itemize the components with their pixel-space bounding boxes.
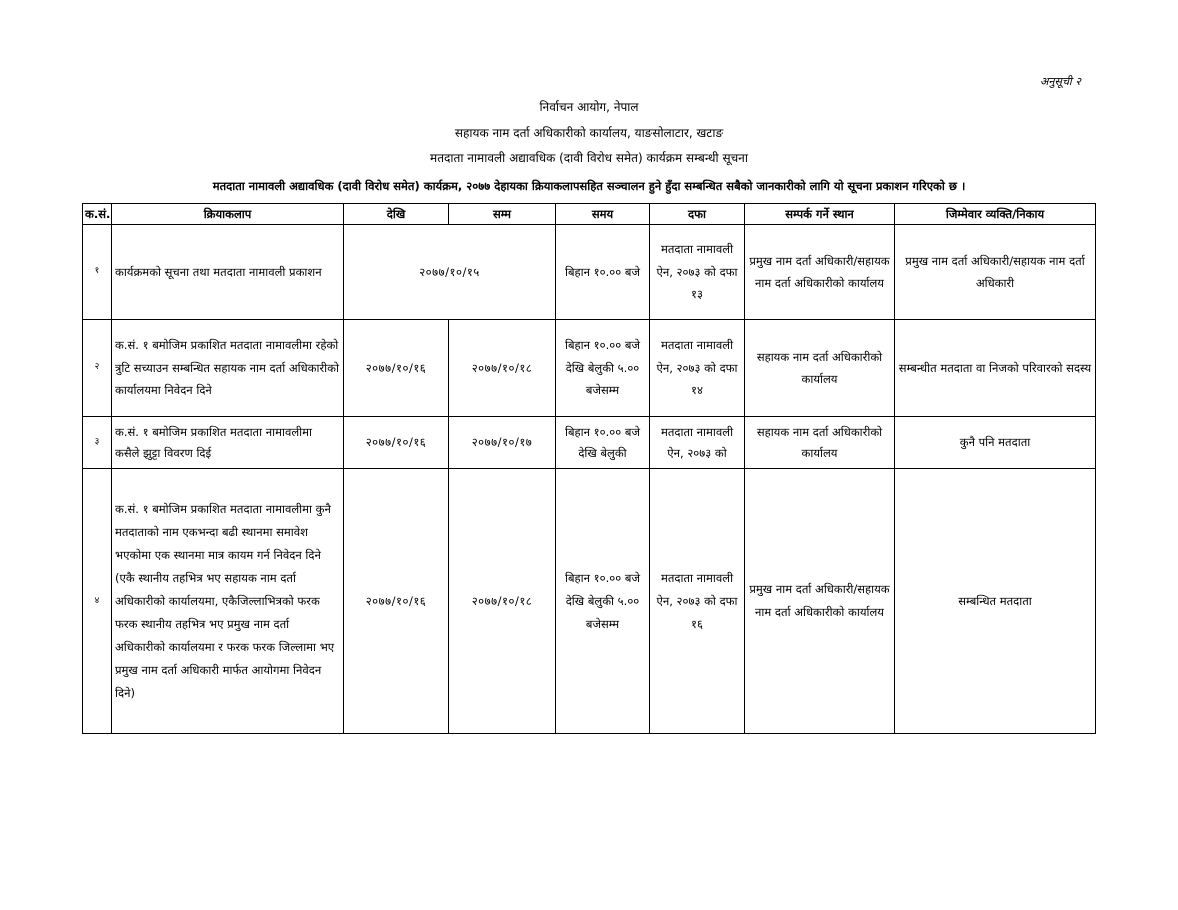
row-activity: कार्यक्रमको सूचना तथा मतदाता नामावली प्रकाशन: [112, 225, 344, 320]
col-header-time: समय: [556, 204, 650, 225]
row-section: मतदाता नामावली ऐन, २०७३ को दफा १६: [650, 469, 745, 734]
row-contact: सहायक नाम दर्ता अधिकारीको कार्यालय: [745, 320, 895, 417]
row-time: बिहान १०.०० बजे देखि बेलुकी: [556, 417, 650, 469]
row-sn: २: [83, 320, 112, 417]
annex-label: अनुसूची २: [1040, 75, 1081, 88]
row-to: २०७७/१०/१७: [449, 417, 556, 469]
row-to: २०७७/१०/१८: [449, 320, 556, 417]
row-sn: ४: [83, 469, 112, 734]
row-section: मतदाता नामावली ऐन, २०७३ को दफा १४: [650, 320, 745, 417]
table-row: [83, 320, 1096, 417]
table-row: [83, 225, 1096, 320]
row-activity: क.सं. १ बमोजिम प्रकाशित मतदाता नामावलीमा कुनै मतदाताको नाम एकभन्दा बढी स्थानमा समावेश भएकोमा एक स्थानमा मात्र कायम गर्न निवेदन दिने (एकै स्थानीय तहभित्र भए सहायक नाम दर्ता अधिकारीको कार्यालयमा, एकैजिल्लाभित्रको फरक फरक स्थानीय तहभित्र भए प्रमुख नाम दर्ता अधिकारीको कार्यालयमा र फरक फरक जिल्लामा भए प्रमुख नाम दर्ता अधिकारी मार्फत आयोगमा निवेदन दिने): [112, 469, 344, 734]
row-sn: १: [83, 225, 112, 320]
table-row: [83, 417, 1096, 469]
col-header-to: सम्म: [449, 204, 556, 225]
office-name: सहायक नाम दर्ता अधिकारीको कार्यालय, याङसोलाटार, खटाङ: [454, 126, 724, 140]
row-activity: क.सं. १ बमोजिम प्रकाशित मतदाता नामावलीमा कसैले झुट्टा विवरण दिई: [112, 417, 344, 469]
row-from: २०७७/१०/१६: [344, 320, 449, 417]
notice-text: मतदाता नामावली अद्यावधिक (दावी विरोध समेत) कार्यक्रम, २०७७ देहायका क्रियाकलापसहित सञ्चालन हुने हुँदा सम्बन्धित सबैको जानकारीको लागि यो सूचना प्रकाशन गरिएको छ ।: [212, 179, 966, 193]
col-header-responsible: जिम्मेवार व्यक्ति/निकाय: [895, 204, 1096, 225]
table-header-row: [83, 204, 1096, 225]
col-header-section: दफा: [650, 204, 745, 225]
row-time: बिहान १०.०० बजे देखि बेलुकी ५.०० बजेसम्म: [556, 469, 650, 734]
row-contact: प्रमुख नाम दर्ता अधिकारी/सहायक नाम दर्ता अधिकारीको कार्यालय: [745, 469, 895, 734]
row-from: २०७७/१०/१६: [344, 469, 449, 734]
row-responsible: प्रमुख नाम दर्ता अधिकारी/सहायक नाम दर्ता अधिकारी: [895, 225, 1096, 320]
col-header-sn: क.सं.: [83, 204, 112, 225]
col-header-from: देखि: [344, 204, 449, 225]
row-responsible: कुनै पनि मतदाता: [895, 417, 1096, 469]
row-activity: क.सं. १ बमोजिम प्रकाशित मतदाता नामावलीमा रहेको त्रुटि सच्याउन सम्बन्धित सहायक नाम दर्ता अधिकारीको कार्यालयमा निवेदन दिने: [112, 320, 344, 417]
row-time: बिहान १०.०० बजे: [556, 225, 650, 320]
col-header-activity: क्रियाकलाप: [112, 204, 344, 225]
row-date: २०७७/१०/१५: [344, 225, 556, 320]
row-to: २०७७/१०/१८: [449, 469, 556, 734]
row-from: २०७७/१०/१६: [344, 417, 449, 469]
row-section: मतदाता नामावली ऐन, २०७३ को: [650, 417, 745, 469]
row-sn: ३: [83, 417, 112, 469]
col-header-contact: सम्पर्क गर्ने स्थान: [745, 204, 895, 225]
table-row: [83, 469, 1096, 734]
row-time: बिहान १०.०० बजे देखि बेलुकी ५.०० बजेसम्म: [556, 320, 650, 417]
row-section: मतदाता नामावली ऐन, २०७३ को दफा १३: [650, 225, 745, 320]
schedule-table: [82, 203, 1096, 734]
row-contact: प्रमुख नाम दर्ता अधिकारी/सहायक नाम दर्ता अधिकारीको कार्यालय: [745, 225, 895, 320]
row-responsible: सम्बन्धीत मतदाता वा निजको परिवारको सदस्य: [895, 320, 1096, 417]
row-contact: सहायक नाम दर्ता अधिकारीको कार्यालय: [745, 417, 895, 469]
commission-name: निर्वाचन आयोग, नेपाल: [539, 100, 639, 114]
notice-title: मतदाता नामावली अद्यावधिक (दावी विरोध समेत) कार्यक्रम सम्बन्धी सूचना: [430, 151, 748, 165]
row-responsible: सम्बन्धित मतदाता: [895, 469, 1096, 734]
